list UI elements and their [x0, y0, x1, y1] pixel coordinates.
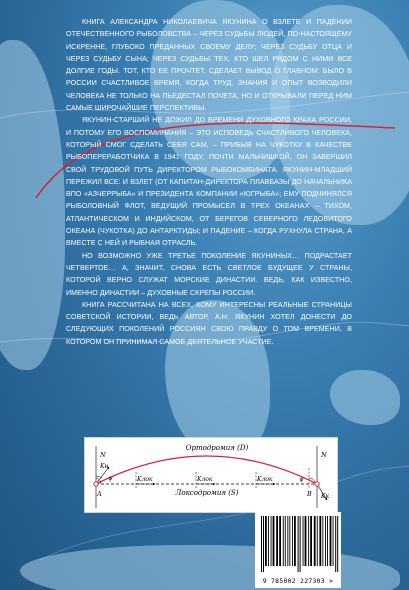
isbn-number: 9 785002 227303 >	[262, 577, 334, 585]
barcode-bar	[289, 516, 290, 566]
point-a-label: A	[97, 490, 102, 498]
barcode-bar	[308, 516, 309, 566]
barcode-bar	[276, 516, 278, 566]
barcode-bar	[279, 516, 281, 566]
barcode-bar	[285, 516, 286, 566]
loxodromic-course-label: Kлок	[197, 476, 213, 483]
paragraph-1: КНИГА АЛЕКСАНДРА НИКОЛАЕВИЧА ЯКУНИНА О ВЗЛЕТЕ И ПАДЕНИИ ОТЕЧЕСТВЕННОГО РЫБОЛОВСТВА – ЧЕРЕЗ СУДЬБЫ ЛЮДЕЙ, ПО-НАСТОЯЩЕМУ ИСКРЕННЕ, ГЛУБОКО ПРЕДАННЫХ СВОЕМУ ДЕЛУ; ЧЕРЕЗ СУДЬБУ ОТЦА И ЧЕРЕЗ СУДЬБУ СЫНА; ЧЕРЕЗ СУДЬБЫ ТЕХ, КТО ШЕЛ РЯДОМ С НИМИ ВСЕ ДОЛГИЕ ГОДЫ. ТОТ, КТО ЕЕ ПРОЧТЕТ, СДЕЛАЕТ ВЫВОД О ГЛАВНОМ: БЫЛО В РОССИИ СЧАСТЛИВОЕ ВРЕМЯ, КОГДА ТРУД, ЗНАНИЯ И ОПЫТ ВОЗВОДИЛИ ЧЕЛОВЕКА НЕ ТОЛЬКО НА ПЬЕДЕСТАЛ ПОЧЕТА, НО И ОТКРЫВАЛИ ПЕРЕД НИМ САМЫЕ ШИРОЧАЙШИЕ ПЕРСПЕКТИВЫ.	[66, 18, 352, 113]
final-course-label: Kк	[321, 493, 330, 500]
barcode-bar	[310, 516, 312, 566]
paragraph-2: ЯКУНИН-СТАРШИЙ НЕ ДОЖИЛ ДО ВРЕМЕНИ ДУХОВНОГО КРАХА РОССИИ, И ПОТОМУ ЕГО ВОСПОМИНАНИЯ – ЭТО ИСПОВЕДЬ СЧАСТЛИВОГО ЧЕЛОВЕКА, КОТОРЫЙ СМОГ СДЕЛАТЬ СЕБЯ САМ, – ПРИБЫВ НА ЧУКОТКУ В КАЧЕСТВЕ РЫБОПЕРЕРАБОТЧИКА В 1941 ГОДУ, ПОЧТИ МАЛЬЧИШКОЙ, ОН ЗАВЕРШИЛ СВОЙ ТРУДОВОЙ ПУТЬ ДИРЕКТОРОМ РЫБОКОМБИНАТА. ЯКУНИН-МЛАДШИЙ ПЕРЕЖИЛ ВСЕ: И ВЗЛЕТ (ОТ КАПИТАН-ДИРЕКТОРА ПЛАВБАЗЫ ДО НАЧАЛЬНИКА ВПО «АЗЧЕРРЫБА» И ПРЕЗИДЕНТА КОМПАНИИ «ЮГРЫБА»; ЕМУ ПОДЧИНЯЛСЯ РЫБОЛОВНЫЙ ФЛОТ, ВЕДУЩИЙ ПРОМЫСЕЛ В ТРЕХ ОКЕАНАХ – ТИХОМ, АТЛАНТИЧЕСКОМ И ИНДИЙСКОМ, ОТ БЕРЕГОВ СЕВЕРНОГО ЛЕДОВИТОГО ОКЕАНА (ЧУКОТКА) ДО АНТАРКТИДЫ; И ПАДЕНИЕ – КОГДА РУХНУЛА СТРАНА, А ВМЕСТЕ С НЕЙ И РЫБНАЯ ОТРАСЛЬ.	[66, 116, 352, 248]
barcode-bar	[303, 516, 304, 566]
barcode-bar	[287, 516, 288, 566]
barcode-bar	[273, 516, 275, 566]
barcode-bar	[305, 516, 307, 566]
barcode-guard-bar	[298, 516, 299, 572]
barcode-bar	[265, 516, 267, 566]
barcode-bar	[319, 516, 321, 566]
paragraph-4: КНИГА РАССЧИТАНА НА ВСЕХ, КОМУ ИНТЕРЕСНЫ РЕАЛЬНЫЕ СТРАНИЦЫ СОВЕТСКОЙ ИСТОРИИ, ВЕДЬ АВТОР, А.Н. ЯКУНИН ХОТЕЛ ДОНЕСТИ ДО СЛЕДУЮЩИХ ПОКОЛЕНИЙ РОССИЯН СВОЮ ПРАВДУ О ТОМ ВРЕМЕНИ, В КОТОРОМ ОН ПРИНИМАЛ САМОЕ ДЕЯТЕЛЬНОЕ УЧАСТИЕ.	[66, 300, 352, 346]
barcode-bars	[255, 512, 341, 574]
point-b-label: B	[307, 490, 312, 498]
loxodromic-course-label: Kлок	[257, 476, 273, 483]
barcode-guard-bar	[263, 516, 264, 572]
orthodromy-label: Ортодромия (D)	[185, 444, 249, 452]
loxodromic-course-label: Kлок	[137, 476, 153, 483]
barcode-bar	[271, 516, 272, 566]
initial-course-label: Kн	[100, 463, 109, 470]
annotation-text	[66, 16, 352, 348]
barcode-guard-bar	[337, 516, 338, 572]
navigation-diagram	[84, 437, 338, 513]
barcode-bar	[294, 516, 296, 566]
barcode-guard-bar	[300, 516, 301, 572]
barcode-bar	[317, 516, 318, 566]
loxodromy-label: Локсодромия (S)	[175, 489, 239, 497]
barcode-bar	[325, 516, 326, 566]
angle-psi-label: ψ	[108, 475, 113, 482]
barcode-bar	[283, 516, 284, 566]
isbn-barcode	[255, 512, 341, 588]
barcode-bar	[330, 516, 332, 566]
barcode-bar	[314, 516, 316, 566]
paragraph-3: НО ВОЗМОЖНО УЖЕ ТРЕТЬЕ ПОКОЛЕНИЕ ЯКУНИНЫХ… ПОДРАСТАЕТ ЧЕТВЕРТОЕ… А, ЗНАЧИТ, СНОВА ЕСТЬ СВЕТЛОЕ БУДУЩЕЕ У СТРАНЫ, КОТОРОЙ ВЕРНО СЛУЖАТ МОРСКИЕ ДИНАСТИИ. ВЕДЬ, КАК ИЗВЕСТНО, ИМЕННО ДИНАСТИИ – ДУХОВНЫЕ СКРЕПЫ РОССИИ.	[66, 251, 352, 297]
barcode-guard-bar	[335, 516, 336, 572]
angle-psi-label-right: ψ	[299, 476, 304, 483]
barcode-bar	[333, 516, 334, 566]
barcode-guard-bar	[261, 516, 262, 572]
north-label-left: N	[100, 451, 106, 459]
barcode-bar	[322, 516, 323, 566]
point-b-marker	[315, 482, 319, 486]
barcode-bar	[268, 516, 269, 566]
point-a-marker	[94, 482, 98, 486]
barcode-bar	[327, 516, 328, 566]
north-label-right: N	[321, 451, 327, 459]
barcode-bar	[292, 516, 293, 566]
